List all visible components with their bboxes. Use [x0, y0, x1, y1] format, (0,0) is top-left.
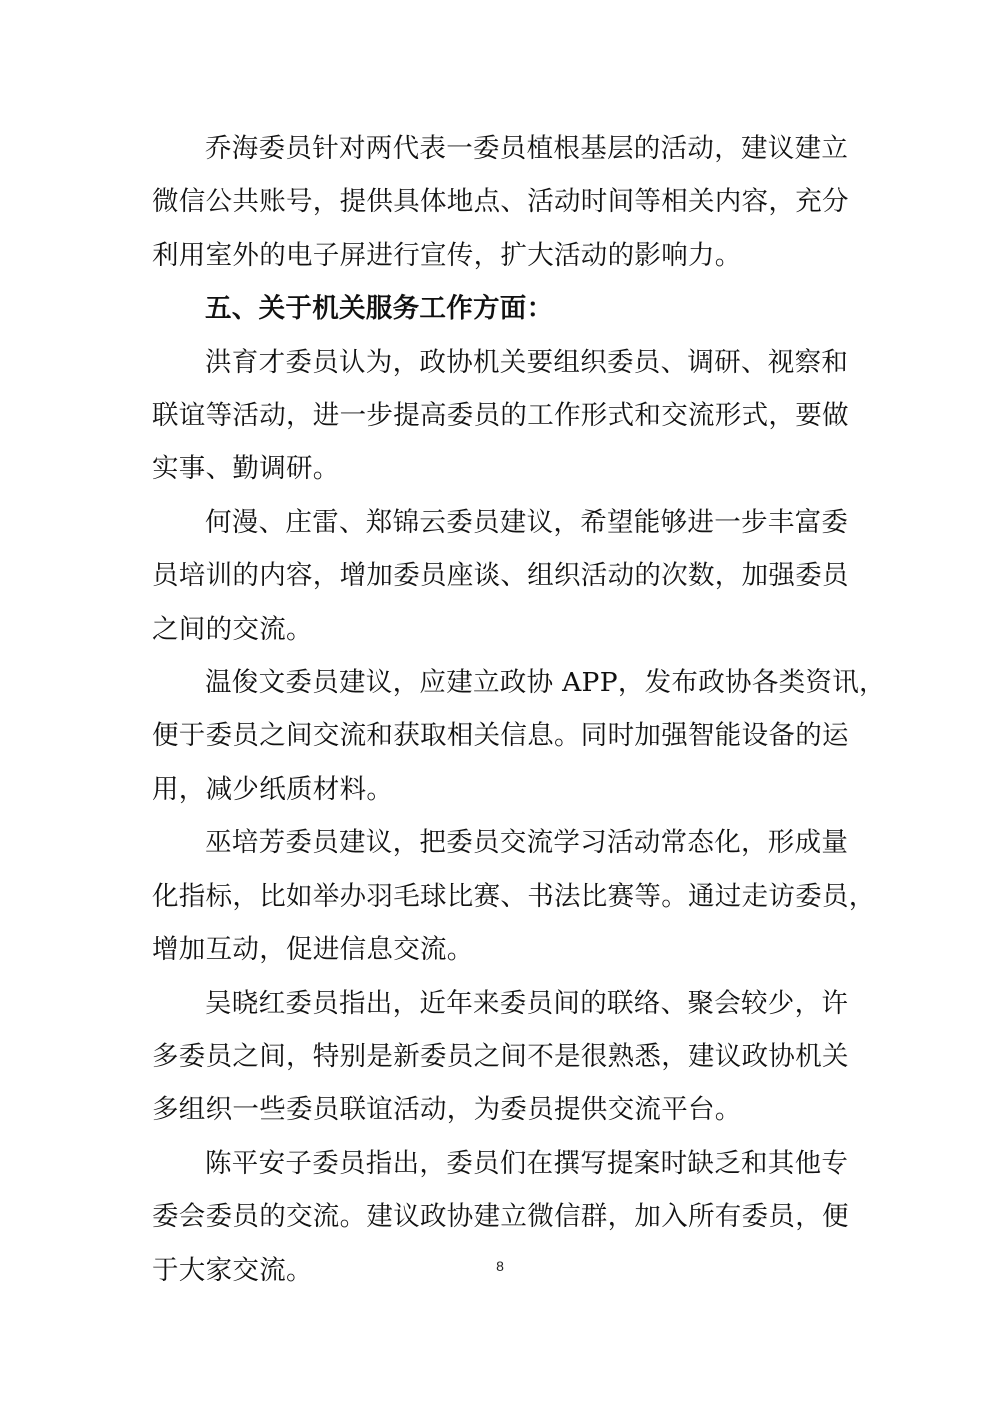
text-line: 微信公共账号，提供具体地点、活动时间等相关内容，充分	[152, 186, 849, 218]
paragraph	[152, 977, 852, 1137]
page-number: 8	[496, 1258, 504, 1274]
text-line: 实事、勤调研。	[152, 453, 340, 485]
text-line: 便于委员之间交流和获取相关信息。同时加强智能设备的运	[152, 720, 849, 752]
text-line: 用，减少纸质材料。	[152, 773, 394, 805]
document-body	[152, 122, 886, 1297]
text-line: 陈平安子委员指出，委员们在撰写提案时缺乏和其他专	[205, 1147, 849, 1179]
text-line: 于大家交流。	[152, 1254, 313, 1286]
section-heading	[152, 282, 852, 335]
text-line: 五、关于机关服务工作方面：	[205, 293, 554, 325]
text-line: 温俊文委员建议，应建立政协 APP，发布政协各类资讯，	[205, 667, 886, 699]
paragraph	[152, 656, 886, 816]
text-line: 之间的交流。	[152, 613, 313, 645]
text-line: 乔海委员针对两代表一委员植根基层的活动，建议建立	[205, 133, 849, 164]
text-line: 多委员之间，特别是新委员之间不是很熟悉，建议政协机关	[152, 1040, 849, 1072]
text-line: 吴晓红委员指出，近年来委员间的联络、聚会较少，许	[205, 987, 849, 1019]
text-line: 多组织一些委员联谊活动，为委员提供交流平台。	[152, 1094, 742, 1126]
text-line: 联谊等活动，进一步提高委员的工作形式和交流形式，要做	[152, 400, 849, 432]
text-line: 增加互动，促进信息交流。	[152, 934, 474, 966]
text-line: 化指标，比如举办羽毛球比赛、书法比赛等。通过走访委员，	[152, 880, 876, 912]
paragraph	[152, 122, 852, 282]
text-line: 洪育才委员认为，政协机关要组织委员、调研、视察和	[205, 346, 849, 378]
text-line: 员培训的内容，增加委员座谈、组织活动的次数，加强委员	[152, 560, 849, 592]
text-line: 利用室外的电子屏进行宣传，扩大活动的影响力。	[152, 239, 742, 271]
text-line: 巫培芳委员建议，把委员交流学习活动常态化，形成量	[205, 827, 849, 859]
text-line: 委会委员的交流。建议政协建立微信群，加入所有委员，便	[152, 1201, 849, 1233]
paragraph	[152, 496, 852, 656]
paragraph	[152, 816, 876, 976]
text-line: 何漫、庄雷、郑锦云委员建议，希望能够进一步丰富委	[205, 506, 849, 538]
paragraph	[152, 336, 852, 496]
